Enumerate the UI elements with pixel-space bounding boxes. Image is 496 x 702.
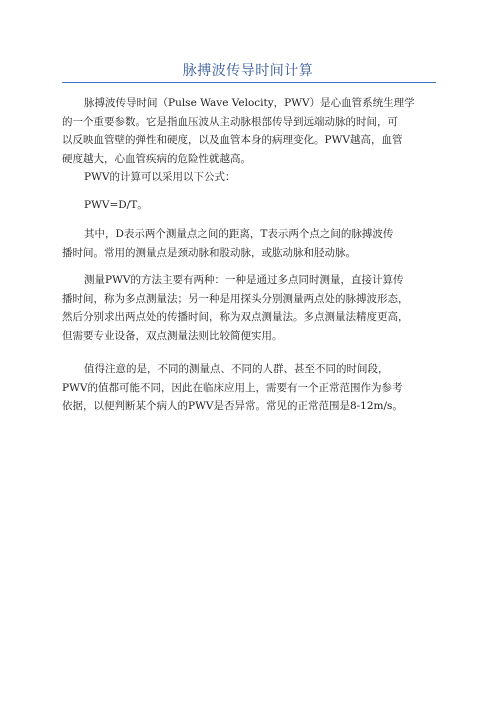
paragraph-line: PWV的计算可以采用以下公式： xyxy=(84,171,236,183)
paragraph-line: 但需要专业设备，双点测量法则比较简便实用。 xyxy=(62,329,283,342)
paragraph-line: 值得注意的是，不同的测量点、不同的人群、甚至不同的时间段， xyxy=(84,363,389,375)
paragraph-line: 播时间。常用的测量点是颈动脉和股动脉，或肱动脉和胫动脉。 xyxy=(62,246,356,259)
title-underline xyxy=(62,82,436,83)
paragraph-formula-intro xyxy=(62,168,447,187)
paragraph-line: 其中，D表示两个测量点之间的距离，T表示两个点之间的脉搏波传 xyxy=(84,228,394,240)
paragraph-line: 脉搏波传导时间（Pulse Wave Velocity，PWV）是心血管系统生理学 xyxy=(84,97,415,109)
paragraph-line: 测量PWV的方法主要有两种：一种是通过多点同时测量，直接计算传 xyxy=(84,274,404,286)
paragraph-methods xyxy=(62,271,447,345)
paragraph-formula xyxy=(62,196,447,215)
paragraph-line: 以反映血管壁的弹性和硬度，以及血管本身的病理变化。PWV越高，血管 xyxy=(62,134,403,146)
document-title: 脉搏波传导时间计算 xyxy=(182,63,314,79)
paragraph-line: 的一个重要参数。它是指血压波从主动脉根部传导到远端动脉的时间，可 xyxy=(62,115,398,128)
paragraph-line: PWV的值都可能不同，因此在临床应用上，需要有一个正常范围作为参考 xyxy=(62,381,403,394)
paragraph-line: 硬度越大，心血管疾病的危险性就越高。 xyxy=(62,152,251,165)
paragraph-line: 播时间，称为多点测量法；另一种是用探头分别测量两点处的脉搏波形态， xyxy=(62,292,409,305)
paragraph-line: 然后分别求出两点处的传播时间，称为双点测量法。多点测量法精度更高， xyxy=(62,311,409,323)
paragraph-variables xyxy=(62,225,447,262)
paragraph-intro xyxy=(62,94,447,168)
paragraph-notes xyxy=(62,360,447,416)
formula-line: PWV=D/T。 xyxy=(84,199,148,211)
paragraph-line: 依据，以便判断某个病人的PWV是否异常。常见的正常范围是8-12m/s。 xyxy=(62,400,403,412)
